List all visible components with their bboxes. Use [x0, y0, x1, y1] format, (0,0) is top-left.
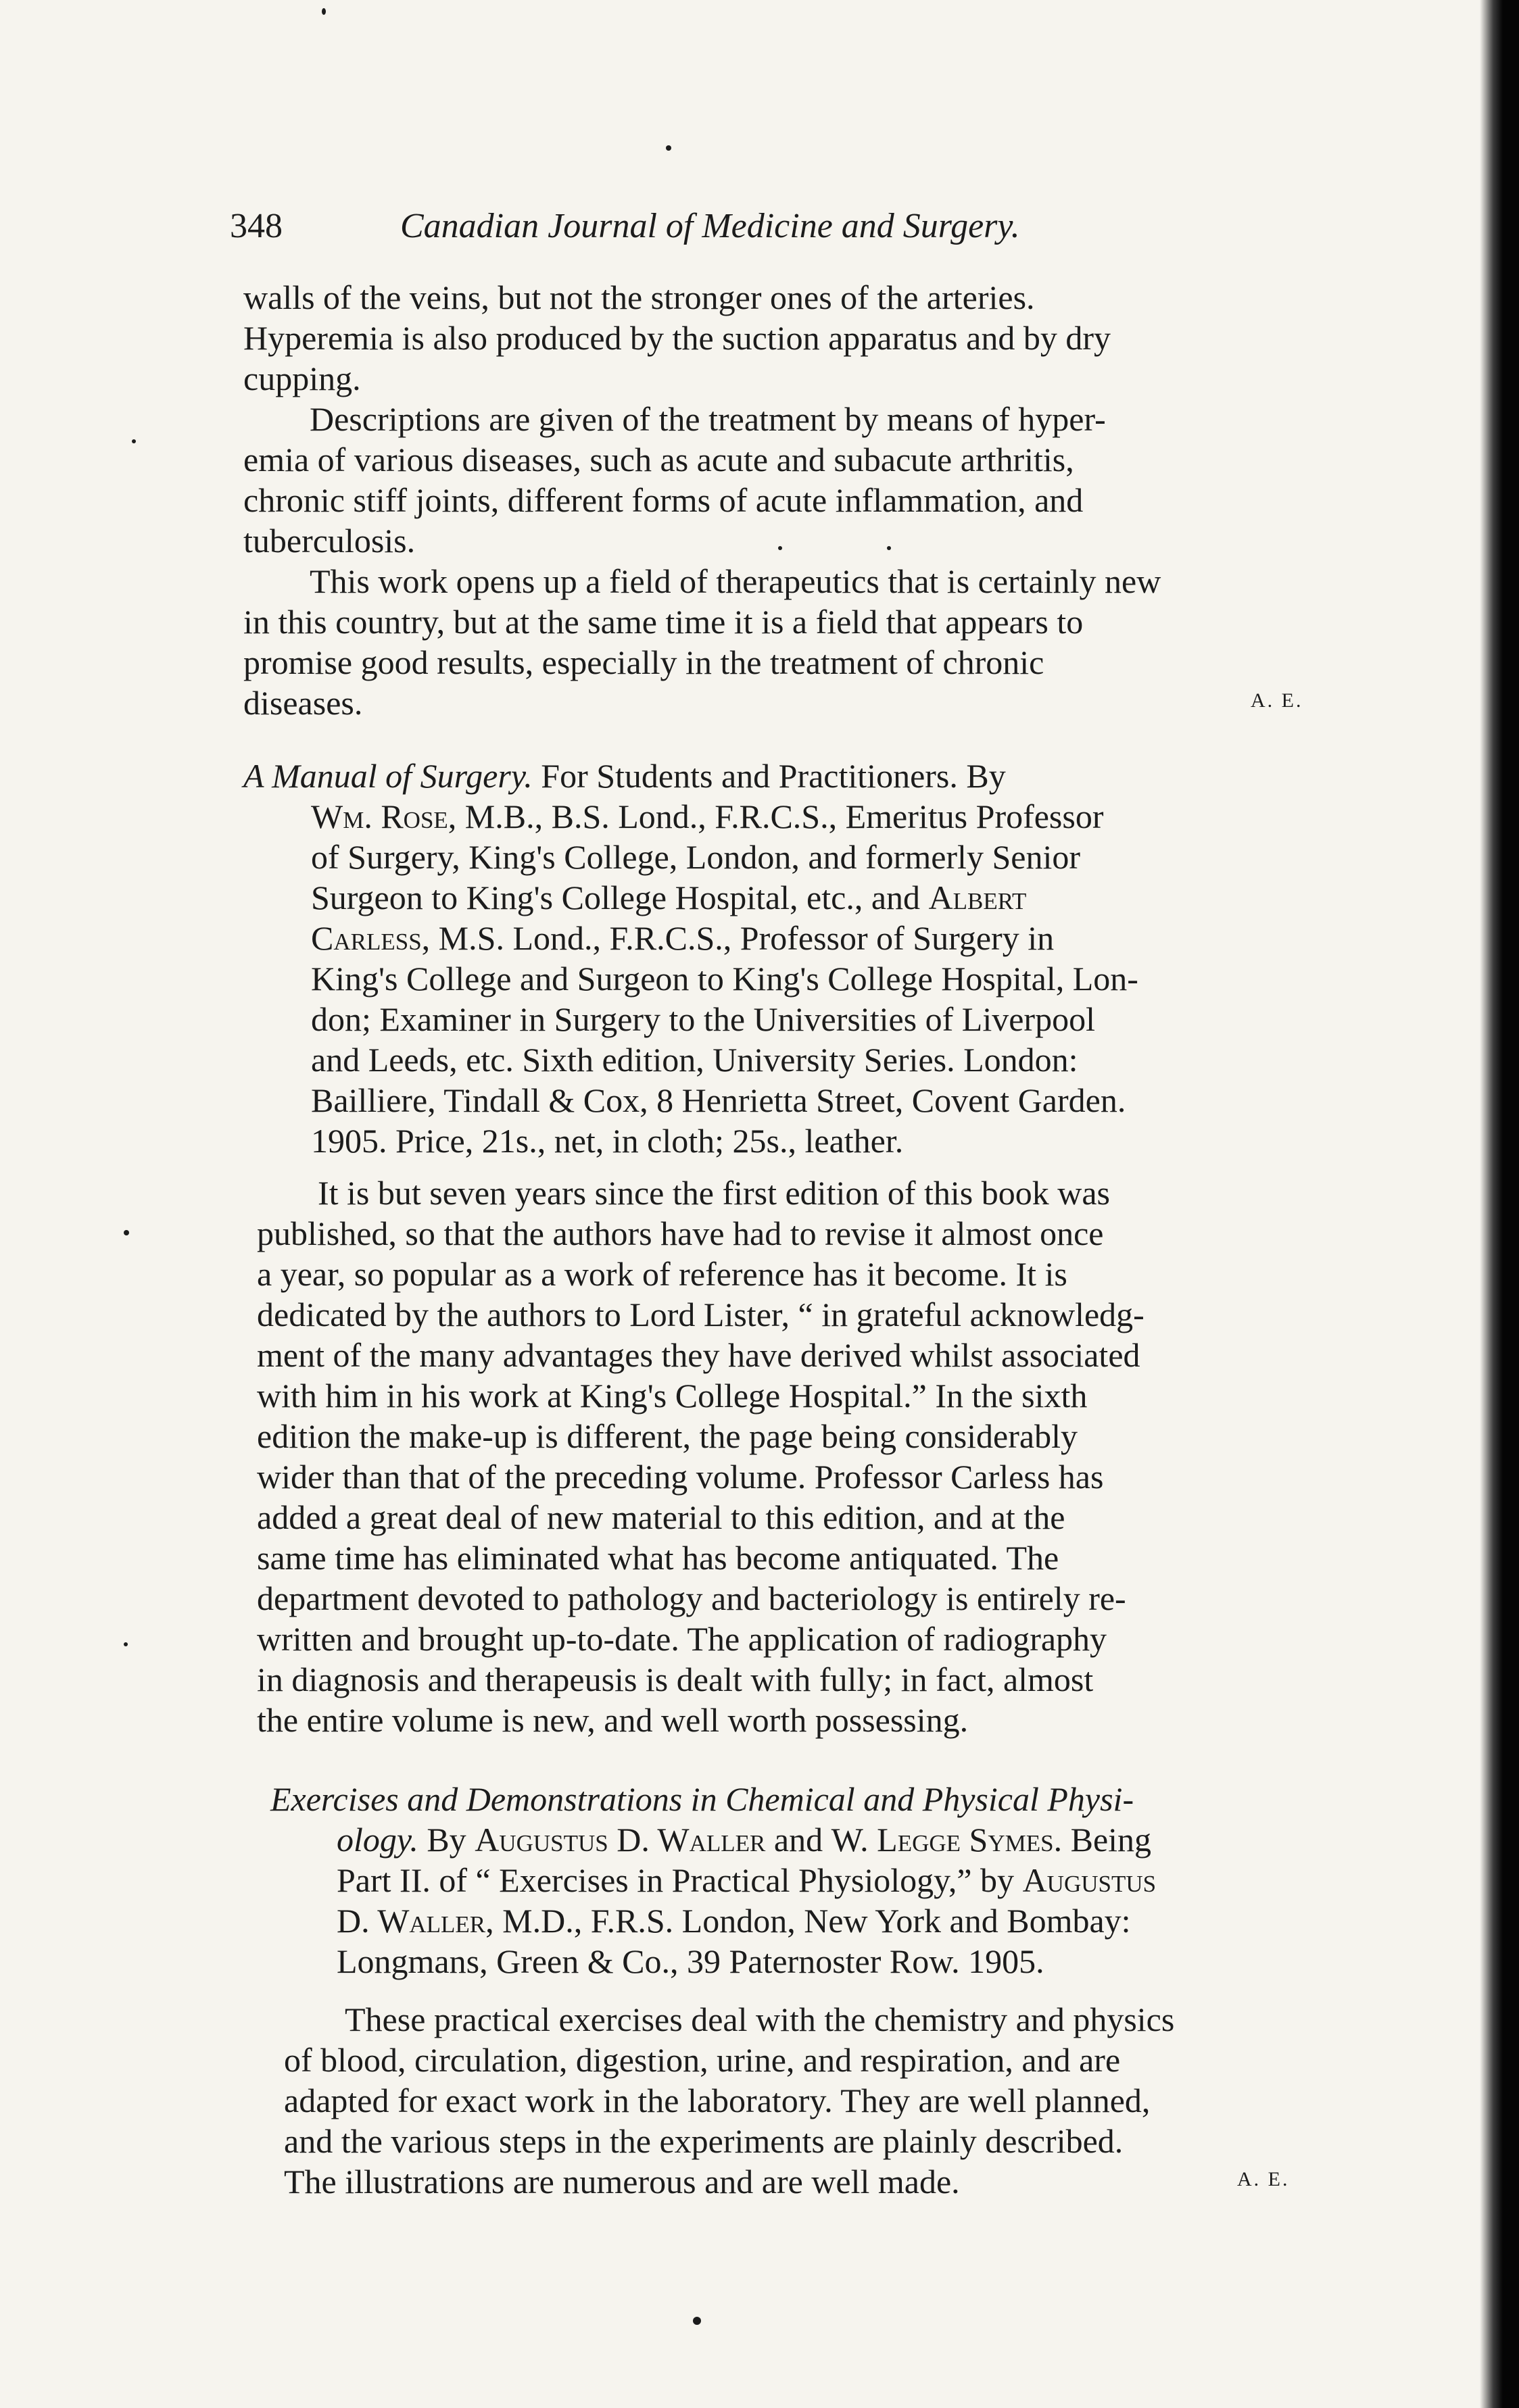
- text-line: The illustrations are numerous and are well made.: [284, 2163, 960, 2201]
- citation-line: 1905. Price, 21s., net, in cloth; 25s., leather.: [311, 1122, 904, 1160]
- book-spine-shadow: [1480, 0, 1519, 2408]
- text-line: walls of the veins, but not the stronger ones of the arteries.: [243, 278, 1035, 316]
- text-line: in diagnosis and therapeusis is dealt with fully; in fact, almost: [257, 1661, 1094, 1698]
- text-line: with him in his work at King's College Hospital.” In the sixth: [257, 1377, 1088, 1415]
- text-line: and the various steps in the experiments are plainly described.: [284, 2122, 1124, 2160]
- author-name: W. Legge Symes.: [831, 1821, 1063, 1859]
- ink-speck: [693, 2317, 701, 2325]
- text-line: emia of various diseases, such as acute and subacute arthritis,: [243, 441, 1074, 478]
- citation-line: don; Examiner in Surgery to the Universities of Liverpool: [311, 1000, 1095, 1038]
- book-title: ology.: [337, 1821, 418, 1859]
- citation-text: M.D., F.R.S. London, New York and Bombay:: [502, 1902, 1131, 1940]
- text-line: added a great deal of new material to this edition, and at the: [257, 1498, 1065, 1536]
- ink-speck: [132, 439, 136, 443]
- text-line: chronic stiff joints, different forms of acute inflammation, and: [243, 481, 1084, 519]
- text-line: edition the make-up is different, the page being considerably: [257, 1417, 1078, 1455]
- text-line: wider than that of the preceding volume. Professor Carless has: [257, 1458, 1104, 1496]
- text-line: adapted for exact work in the laboratory. They are well planned,: [284, 2082, 1151, 2119]
- text-line: promise good results, especially in the treatment of chronic: [243, 643, 1044, 681]
- text-line: the entire volume is new, and well worth possessing.: [257, 1701, 969, 1739]
- text-line: Hyperemia is also produced by the suction apparatus and by dry: [243, 319, 1111, 357]
- author-name: Carless,: [311, 919, 431, 957]
- citation-text: Being: [1070, 1821, 1152, 1859]
- citation-line: and Leeds, etc. Sixth edition, University Series. London:: [311, 1041, 1078, 1079]
- ink-speck: [322, 8, 326, 15]
- text-line: published, so that the authors have had to revise it almost once: [257, 1214, 1104, 1252]
- citation-text: By: [427, 1821, 466, 1859]
- text-line: Descriptions are given of the treatment by means of hyper-: [310, 400, 1106, 438]
- citation-line: [243, 756, 1006, 796]
- citation-text: and: [773, 1821, 823, 1859]
- citation-text: M.S. Lond., F.R.C.S., Professor of Surgery in: [438, 919, 1055, 957]
- citation-line: [311, 918, 1054, 958]
- text-line: It is but seven years since the first edition of this book was: [318, 1174, 1110, 1212]
- citation-text: Surgeon to King's College Hospital, etc., and: [311, 879, 921, 916]
- book-title: A Manual of Surgery.: [243, 757, 533, 795]
- text-line: dedicated by the authors to Lord Lister, “ in grateful acknowledg-: [257, 1296, 1144, 1333]
- reviewer-initials: A. E.: [1237, 2168, 1290, 2190]
- citation-line: Bailliere, Tindall & Cox, 8 Henrietta Street, Covent Garden.: [311, 1081, 1126, 1119]
- citation-line: of Surgery, King's College, London, and formerly Senior: [311, 838, 1080, 876]
- citation-line: [337, 1819, 1151, 1860]
- citation-text: M.B., B.S. Lond., F.R.C.S., Emeritus Professor: [464, 797, 1104, 835]
- running-title: Canadian Journal of Medicine and Surgery.: [400, 207, 1020, 245]
- text-line: ment of the many advantages they have derived whilst associated: [257, 1336, 1140, 1374]
- text-line: department devoted to pathology and bacteriology is entirely re-: [257, 1579, 1126, 1617]
- text-line: same time has eliminated what has become antiquated. The: [257, 1539, 1059, 1577]
- review-citation: [243, 756, 1339, 1161]
- text-line: cupping.: [243, 360, 361, 397]
- text-line: This work opens up a field of therapeutics that is certainly new: [310, 562, 1161, 600]
- page-header: [230, 196, 1176, 257]
- ink-speck: [124, 1642, 128, 1646]
- citation-line: Longmans, Green & Co., 39 Paternoster Row. 1905.: [337, 1942, 1044, 1980]
- citation-text: Part II. of “ Exercises in Practical Physiology,” by: [337, 1861, 1015, 1899]
- author-name: Wm. Rose,: [311, 797, 457, 835]
- text-line: in this country, but at the same time it is a field that appears to: [243, 603, 1084, 641]
- text-line: tuberculosis.: [243, 522, 416, 560]
- author-name: Augustus: [1022, 1861, 1157, 1899]
- text-line: These practical exercises deal with the chemistry and physics: [345, 2000, 1175, 2038]
- review-citation: [270, 1779, 1366, 1982]
- citation-line: King's College and Surgeon to King's College Hospital, Lon-: [311, 960, 1138, 998]
- ink-speck: [666, 145, 671, 151]
- review-body: [284, 1999, 1379, 2215]
- author-name: Albert: [928, 879, 1027, 916]
- book-title: Exercises and Demonstrations in Chemical and Physical Physi-: [270, 1780, 1134, 1818]
- review-body: [257, 1173, 1352, 1740]
- text-line: of blood, circulation, digestion, urine, and respiration, and are: [284, 2041, 1121, 2079]
- page-number: 348: [230, 207, 283, 245]
- text-line: diseases.: [243, 684, 363, 722]
- reviewer-initials: A. E.: [1251, 689, 1303, 712]
- text-line: a year, so popular as a work of reference has it become. It is: [257, 1255, 1067, 1293]
- citation-line: [311, 796, 1104, 837]
- citation-line: [337, 1860, 1156, 1900]
- author-name: D. Waller,: [337, 1902, 494, 1940]
- citation-text: For Students and Practitioners. By: [541, 757, 1006, 795]
- review-continued: [243, 277, 1339, 750]
- text-line: written and brought up-to-date. The application of radiography: [257, 1620, 1107, 1658]
- citation-line: [337, 1900, 1131, 1941]
- citation-line: [311, 877, 1026, 918]
- ink-speck: [124, 1230, 129, 1235]
- author-name: Augustus D. Waller: [475, 1821, 766, 1859]
